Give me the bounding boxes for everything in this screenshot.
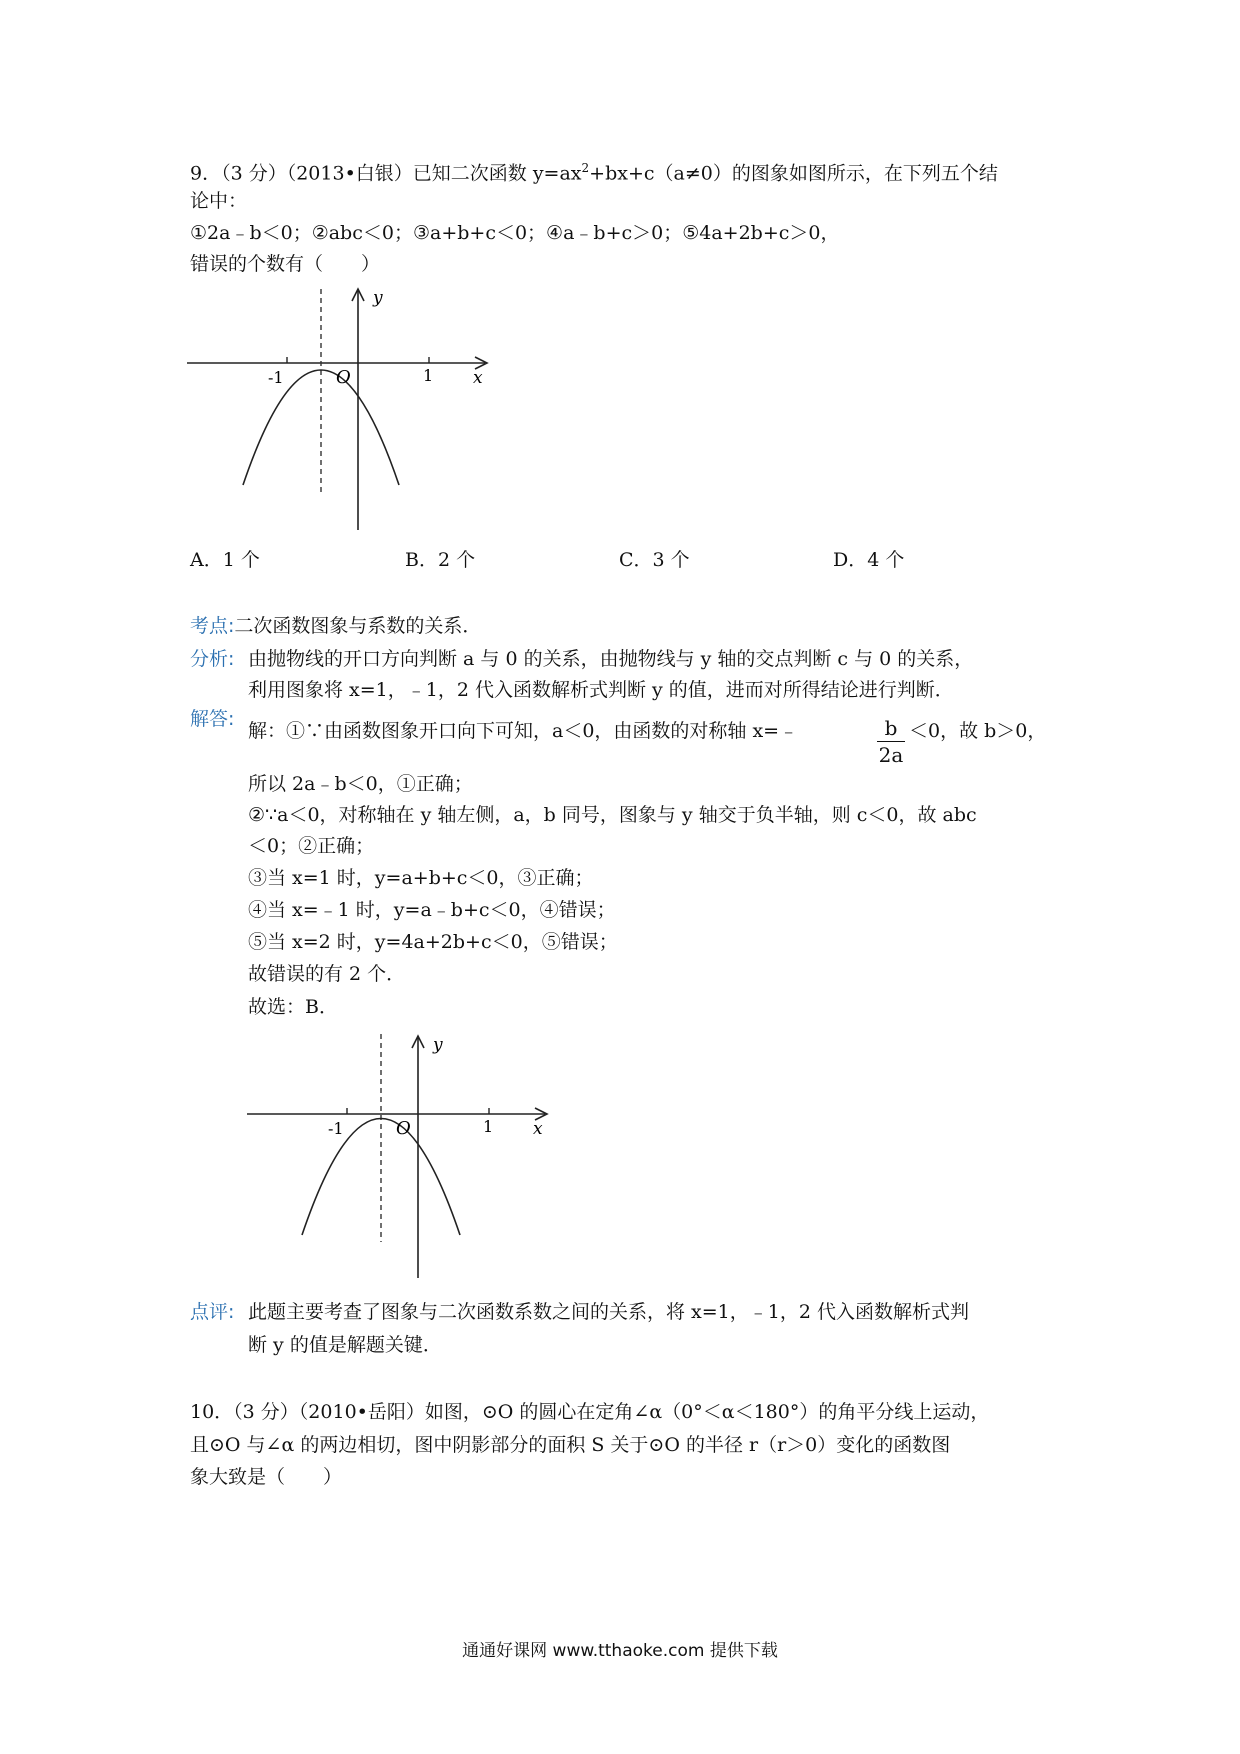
solution-line9: 故选：B． <box>248 996 338 1018</box>
fraction-denominator: 2a <box>878 743 904 767</box>
solution-line1b: ＜0，故 b＞0， <box>909 720 1047 742</box>
solution-line4: ＜0；②正确； <box>248 835 375 857</box>
q9-parabola-graph <box>185 285 495 535</box>
q10-line1: 10．（3 分）（2010•岳阳）如图，⊙O 的圆心在定角∠α（0°＜α＜180°）的角平分线上运动， <box>190 1401 990 1423</box>
option-c: C．3 个 <box>619 549 690 571</box>
tick-one-2: 1 <box>483 1117 494 1136</box>
jieda-label: 解答: <box>190 708 235 730</box>
solution-line7: ⑤当 x=2 时，y=4a+2b+c＜0，⑤错误； <box>248 931 618 953</box>
q9-conclusions: ①2a﹣b＜0；②abc＜0；③a+b+c＜0；④a﹣b+c＞0；⑤4a+2b+c＞0， <box>190 222 840 244</box>
solution-line3: ②∵a＜0，对称轴在 y 轴左侧，a，b 同号，图象与 y 轴交于负半轴，则 c＜0，故 abc <box>248 804 977 826</box>
tick-one: 1 <box>423 366 434 385</box>
q9-question: 错误的个数有（ ） <box>190 253 381 275</box>
solution-parabola-graph <box>245 1030 555 1280</box>
kaodian: 考点:二次函数图象与系数的关系． <box>190 615 482 637</box>
option-b: B．2 个 <box>405 549 476 571</box>
solution-line1a: 解：①∵由函数图象开口向下可知，a＜0，由函数的对称轴 x=﹣ <box>248 720 799 742</box>
option-a: A．1 个 <box>190 549 260 571</box>
solution-line8: 故错误的有 2 个． <box>248 963 406 985</box>
origin-label: O <box>336 367 351 388</box>
dianping-line2: 断 y 的值是解题关键． <box>248 1334 442 1356</box>
option-d: D．4 个 <box>833 549 905 571</box>
solution-line6: ④当 x=﹣1 时，y=a﹣b+c＜0，④错误； <box>248 899 616 921</box>
q9-stem-line2: 论中： <box>190 190 248 212</box>
fenxi-line1: 由抛物线的开口方向判断 a 与 0 的关系，由抛物线与 y 轴的交点判断 c 与 0 的关系， <box>248 648 974 670</box>
x-axis-label: x <box>473 368 483 388</box>
fraction-b-over-2a <box>877 717 905 766</box>
solution-line2: 所以 2a﹣b＜0，①正确； <box>248 773 473 795</box>
x-axis-label-2: x <box>533 1119 543 1139</box>
q10-line3: 象大致是（ ） <box>190 1466 343 1488</box>
dianping-line1: 此题主要考查了图象与二次函数系数之间的关系，将 x=1，﹣1，2 代入函数解析式判 <box>248 1301 969 1323</box>
q9-stem-line1: 9．（3 分）（2013•白银）已知二次函数 $y=ax^2+bx+c(a\ne 0)$的图象如图所示，在下列五个结 <box>190 161 998 185</box>
tick-neg-one: -1 <box>268 368 284 387</box>
page-footer: 通通好课网 www.tthaoke.com 提供下载 <box>462 1641 778 1661</box>
fenxi-line2: 利用图象将 x=1，﹣1，2 代入函数解析式判断 y 的值，进而对所得结论进行判断． <box>248 679 954 701</box>
tick-neg-one-2: -1 <box>328 1119 344 1138</box>
y-axis-label: y <box>373 288 383 308</box>
fenxi-label: 分析: <box>190 648 235 670</box>
y-axis-label-2: y <box>433 1035 443 1055</box>
fraction-numerator: b <box>884 716 898 740</box>
q10-line2: 且⊙O 与∠α 的两边相切，图中阴影部分的面积 S 关于⊙O 的半径 r（r＞0）变化的函数图 <box>190 1434 951 1456</box>
dianping-label: 点评: <box>190 1301 235 1323</box>
origin-label-2: O <box>396 1118 411 1139</box>
solution-line5: ③当 x=1 时，y=a+b+c＜0，③正确； <box>248 867 594 889</box>
